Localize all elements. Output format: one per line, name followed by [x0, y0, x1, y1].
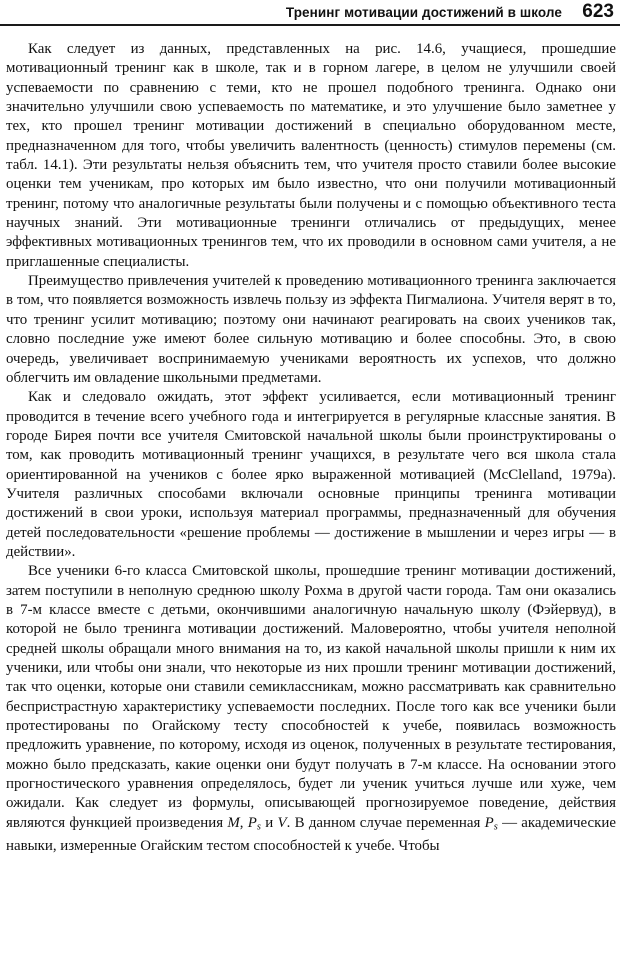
- variable-m: M: [227, 814, 240, 831]
- paragraph-4-text: Все ученики 6-го класса Смитовской школы, прошедшие тренинг мотивации достижений, затем поступили в неполную среднюю школу Рохма в другой части города. Там они оказались в 7-м классе вместе с детьми, окончившими аналогичную начальную школу (Фэйервуд), в которой не было тренинга мотивации достижений. Маловероятно, чтобы учителя неполной средней школы обращали много внимания на то, из какой начальной школы пришли к ним их ученики, или чтобы они знали, что некоторые из них прошли тренинг мотивации достижений, так что оценки, которые они ставили семиклассникам, можно рассматривать как сравнительно беспристрастную характеристику успеваемости последних. После того как все ученики были протестированы по Огайскому тесту способностей к учебе, появилась возможность предложить уравнение, по которому, исходя из оценок, полученных в результате тестирования, можно было предсказать, какие оценки они будут получать в 7-м классе. На основании этого прогностического уравнения определялось, будет ли ученик учиться лучше или хуже, чем ожидали. Как следует из формулы, описывающей прогнозируемое поведение, действия являются функцией произведения: [6, 563, 616, 831]
- running-title: Тренинг мотивации достижений в школе: [285, 5, 562, 20]
- subscript-s: s: [256, 821, 261, 833]
- mid-text: . В данном случае переменная: [286, 814, 481, 831]
- paragraph-4: [6, 562, 616, 856]
- paragraph-3: Как и следовало ожидать, этот эффект усиливается, если мотивационный тренинг проводится в течение всего учебного года и интегрируется в регулярные классные занятия. В городе Бирея почти все учителя Смитовской начальной школы были проинструктированы о том, как проводить мотивационный тренинг учащихся, в результате чего вся школа стала ориентированной на учеников с более ярко выраженной мотивацией (McClelland, 1979a). Учителя различных способами включали основные принципы тренинга мотивации достижений в свои уроки, используя материал программы, предназначенный для обучения детей последовательности «решение проблемы — достижение в мышлении и через игры — в действии».: [6, 389, 616, 560]
- page-body: [6, 40, 616, 856]
- comma: ,: [239, 814, 244, 831]
- subscript-s-second: s: [493, 821, 498, 833]
- variable-v: V: [277, 814, 287, 831]
- variable-p: P: [247, 814, 257, 831]
- variable-p-second: P: [484, 814, 494, 831]
- page-number: 623: [582, 1, 614, 22]
- tail-text: — академические навыки, измеренные Огайским тестом способностей к учебе. Чтобы: [6, 814, 616, 854]
- paragraph-2: Преимущество привлечения учителей к проведению мотивационного тренинга заключается в том, что появляется возможность извлечь пользу из эффекта Пигмалиона. Учителя верят в то, что тренинг усилит мотивацию; поэтому они начинают реагировать на своих учеников так, словно последние уже имеют более сильную мотивацию и более способны. Это, в свою очередь, увеличивает воспринимаемую учениками вероятность их успехов, что должно облегчить им овладение школьными предметами.: [6, 273, 616, 386]
- paragraph-1: Как следует из данных, представленных на рис. 14.6, учащиеся, прошедшие мотивационный тренинг как в школе, так и в горном лагере, в целом не улучшили своей успеваемости по сравнению с теми, кто не прошел подобного тренинга. Однако они значительно улучшили свою успеваемость по математике, и это улучшение было заметнее у тех, кто прошел тренинг мотивации достижений в специально оборудованном месте, предназначенном для того, чтобы увеличить валентность (ценность) стимулов перемены (см. табл. 14.1). Эти результаты нельзя объяснить тем, что учителя просто ставили более высокие оценки тем ученикам, про которых им было известно, что они получили мотивационный тренинг, потому что аналогичные результаты были получены и с помощью объективного теста научных знаний. Эти мотивационные тренинги отличались от предыдущих, менее эффективных мотивационных тренингов тем, что их проводили в основном сами учителя, а не приглашенные специалисты.: [6, 41, 616, 270]
- header-rule: [0, 24, 620, 26]
- conjunction: и: [265, 814, 274, 831]
- running-head: [0, 0, 620, 26]
